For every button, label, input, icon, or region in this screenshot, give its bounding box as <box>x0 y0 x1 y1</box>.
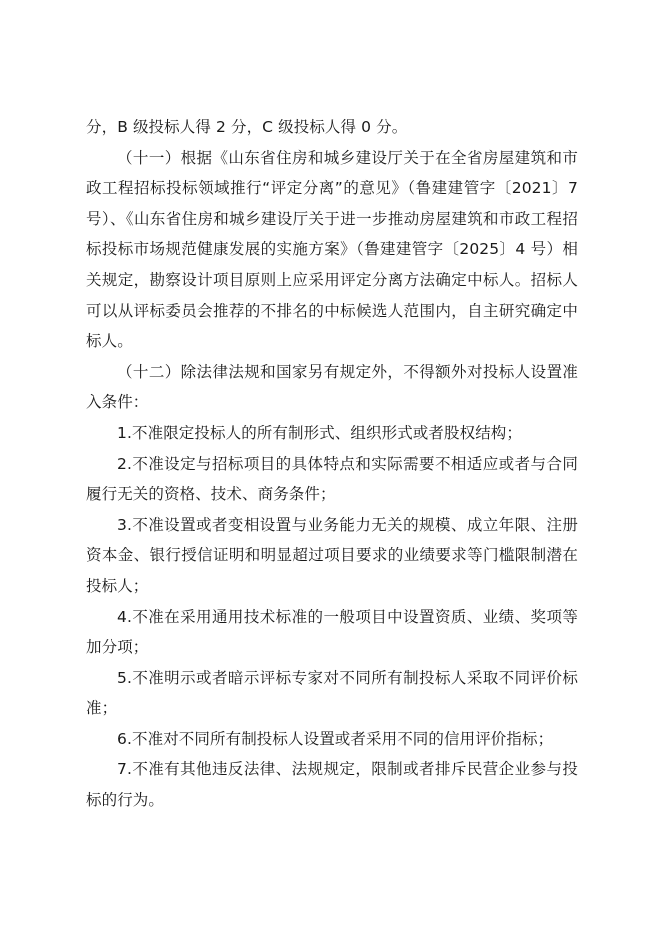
list-item: 3.不准设置或者变相设置与业务能力无关的规模、成立年限、注册资本金、银行授信证明和明显超过项目要求的业绩要求等门槛限制潜在投标人； <box>86 515 578 595</box>
list-item: 6.不准对不同所有制投标人设置或者采用不同的信用评价指标； <box>117 729 554 748</box>
paragraph-clause-12: （十二）除法律法规和国家另有规定外，不得额外对投标人设置准入条件： <box>86 362 578 412</box>
list-item: 5.不准明示或者暗示评标专家对不同所有制投标人采取不同评价标准； <box>86 668 578 718</box>
document-body <box>86 112 578 816</box>
list-item: 1.不准限定投标人的所有制形式、组织形式或者股权结构； <box>117 423 522 442</box>
paragraph-continuation: 分，B 级投标人得 2 分，C 级投标人得 0 分。 <box>86 118 408 136</box>
paragraph-clause-11: （十一）根据《山东省住房和城乡建设厅关于在全省房屋建筑和市政工程招标投标领域推行“评定分离”的意见》（鲁建建管字〔2021〕7 号）、《山东省住房和城乡建设厅关于进一步推动房屋建筑和市政工程招标投标市场规范健康发展的实施方案》（鲁建建管字〔2025〕4 号）相关规定，勘察设计项目原则上应采用评定分离方法确定中标人。招标人可以从评标委员会推荐的不排名的中标候选人范围内，自主研究确定中标人。 <box>86 148 578 351</box>
list-item: 7.不准有其他违反法律、法规规定，限制或者排斥民营企业参与投标的行为。 <box>86 760 578 810</box>
list-item: 4.不准在采用通用技术标准的一般项目中设置资质、业绩、奖项等加分项； <box>86 607 578 657</box>
list-item: 2.不准设定与招标项目的具体特点和实际需要不相适应或者与合同履行无关的资格、技术、商务条件； <box>86 454 578 504</box>
